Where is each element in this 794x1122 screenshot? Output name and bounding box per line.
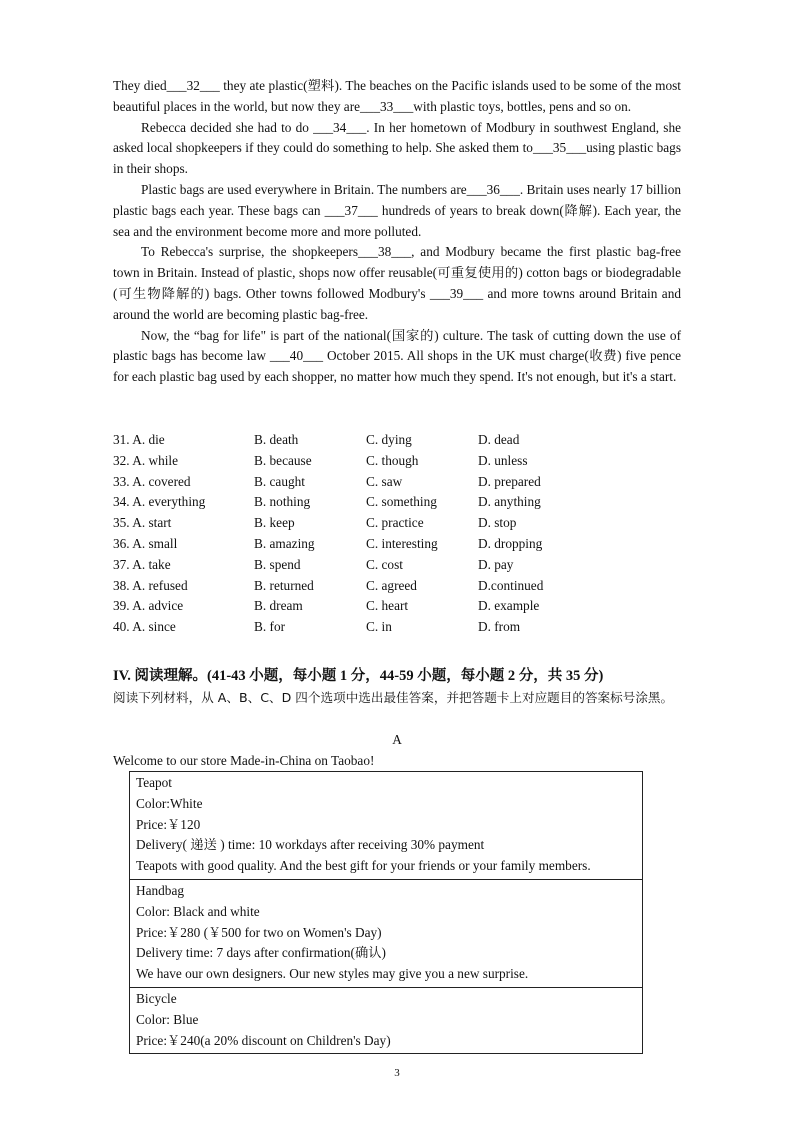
option-row	[113, 555, 681, 576]
option-a: 39. A. advice	[113, 598, 184, 614]
product-color: Color: Blue	[136, 1011, 199, 1027]
passage-paragraph: Plastic bags are used everywhere in Britain. The numbers are___36___. Britain uses nearly 17 billion plastic bags each year. These bags can ___37___ hundreds of years to break down(降解). Each year, the sea and the environment become more and more polluted.	[113, 181, 681, 239]
option-a: 40. A. since	[113, 619, 176, 635]
option-d: D. prepared	[478, 473, 541, 489]
option-c: C. interesting	[366, 535, 438, 551]
option-row	[113, 596, 681, 617]
option-a: 33. A. covered	[113, 473, 191, 489]
option-a: 38. A. refused	[113, 577, 188, 593]
option-d: D. dropping	[478, 535, 543, 551]
product-delivery: Delivery time: 7 days after confirmation(确认)	[136, 945, 386, 961]
option-d: D. anything	[478, 494, 541, 510]
product-price: Price:￥240(a 20% discount on Children's Day)	[136, 1032, 391, 1048]
option-b: B. because	[254, 452, 312, 468]
option-row	[113, 430, 681, 451]
option-d: D.continued	[478, 577, 544, 593]
product-handbag	[130, 879, 642, 987]
section-heading: IV. 阅读理解。(41-43 小题，每小题 1 分，44-59 小题，每小题 2 分，共 35 分)	[113, 668, 604, 684]
option-b: B. death	[254, 432, 299, 447]
product-teapot	[130, 772, 642, 879]
option-a: 36. A. small	[113, 535, 178, 551]
option-row	[113, 451, 681, 472]
option-b: B. returned	[254, 577, 314, 593]
product-color: Color: Black and white	[136, 903, 260, 919]
product-name: Teapot	[136, 775, 172, 790]
passage-label: A	[392, 732, 402, 747]
option-d: D. from	[478, 619, 521, 635]
option-c: C. cost	[366, 556, 403, 572]
option-row	[113, 513, 681, 534]
option-a: 31. A. die	[113, 432, 165, 447]
option-c: C. saw	[366, 473, 403, 489]
product-bicycle	[130, 987, 642, 1053]
product-delivery: Delivery( 递送 ) time: 10 workdays after receiving 30% payment	[136, 837, 485, 853]
option-b: B. for	[254, 619, 286, 635]
product-color: Color:White	[136, 795, 203, 811]
option-row	[113, 576, 681, 597]
option-c: C. agreed	[366, 577, 417, 593]
product-name: Bicycle	[136, 990, 177, 1006]
option-row	[113, 534, 681, 555]
option-c: C. dying	[366, 432, 412, 447]
cloze-passage	[113, 76, 681, 388]
option-b: B. caught	[254, 473, 305, 489]
option-row	[113, 472, 681, 493]
option-d: D. example	[478, 598, 540, 614]
option-b: B. nothing	[254, 494, 311, 510]
product-price: Price:￥280 (￥500 for two on Women's Day)	[136, 924, 382, 940]
option-a: 37. A. take	[113, 556, 171, 572]
passage-paragraph: They died___32___ they ate plastic(塑料). The beaches on the Pacific islands used to be some of the most beautiful places in the world, but now they are___33___with plastic toys, bottles, pens and so on.	[113, 78, 681, 114]
passage-paragraph: Rebecca decided she had to do ___34___. In her hometown of Modbury in southwest England, she asked local shopkeepers if they could do something to help. She asked them to___35___using plastic bags in their shops.	[113, 119, 681, 177]
page-number: 3	[394, 1067, 400, 1079]
product-price: Price:￥120	[136, 816, 201, 832]
option-c: C. heart	[366, 598, 409, 614]
option-c: C. something	[366, 494, 437, 510]
product-name: Handbag	[136, 882, 184, 898]
option-d: D. dead	[478, 432, 520, 447]
passage-paragraph: To Rebecca's surprise, the shopkeepers___38___, and Modbury became the first plastic bag-free town in Britain. Instead of plastic, shops now offer reusable(可重复使用的) cotton bags or biodegradable (可生物降解的) bags. Other towns followed Modbury's ___39___ and more towns around Britain and around the world are becoming plastic bag-free.	[113, 244, 681, 322]
section-instructions: 阅读下列材料，从 A、B、C、D 四个选项中选出最佳答案，并把答题卡上对应题目的答案标号涂黑。	[113, 690, 674, 705]
option-c: C. practice	[366, 515, 424, 531]
option-d: D. stop	[478, 515, 517, 531]
option-row	[113, 617, 681, 638]
option-b: B. dream	[254, 598, 303, 614]
product-description: Teapots with good quality. And the best gift for your friends or your family members.	[136, 858, 591, 874]
cloze-options	[113, 430, 681, 638]
store-intro: Welcome to our store Made-in-China on Taobao!	[113, 753, 375, 768]
passage-paragraph: Now, the “bag for life" is part of the national(国家的) culture. The task of cutting down the use of plastic bags has become law ___40___ October 2015. All shops in the UK must charge(收费) five pence for each plastic bag used by each shopper, no matter how much they spend. It's not enough, but it's a start.	[113, 327, 681, 385]
option-b: B. keep	[254, 515, 295, 531]
option-b: B. amazing	[254, 535, 315, 551]
option-row	[113, 492, 681, 513]
option-b: B. spend	[254, 556, 301, 572]
option-d: D. pay	[478, 556, 514, 572]
product-table	[129, 771, 643, 1054]
product-description: We have our own designers. Our new styles may give you a new surprise.	[136, 966, 529, 982]
option-a: 35. A. start	[113, 515, 172, 531]
option-a: 32. A. while	[113, 452, 179, 468]
option-a: 34. A. everything	[113, 494, 206, 510]
option-c: C. though	[366, 452, 419, 468]
option-d: D. unless	[478, 452, 528, 468]
option-c: C. in	[366, 619, 392, 635]
